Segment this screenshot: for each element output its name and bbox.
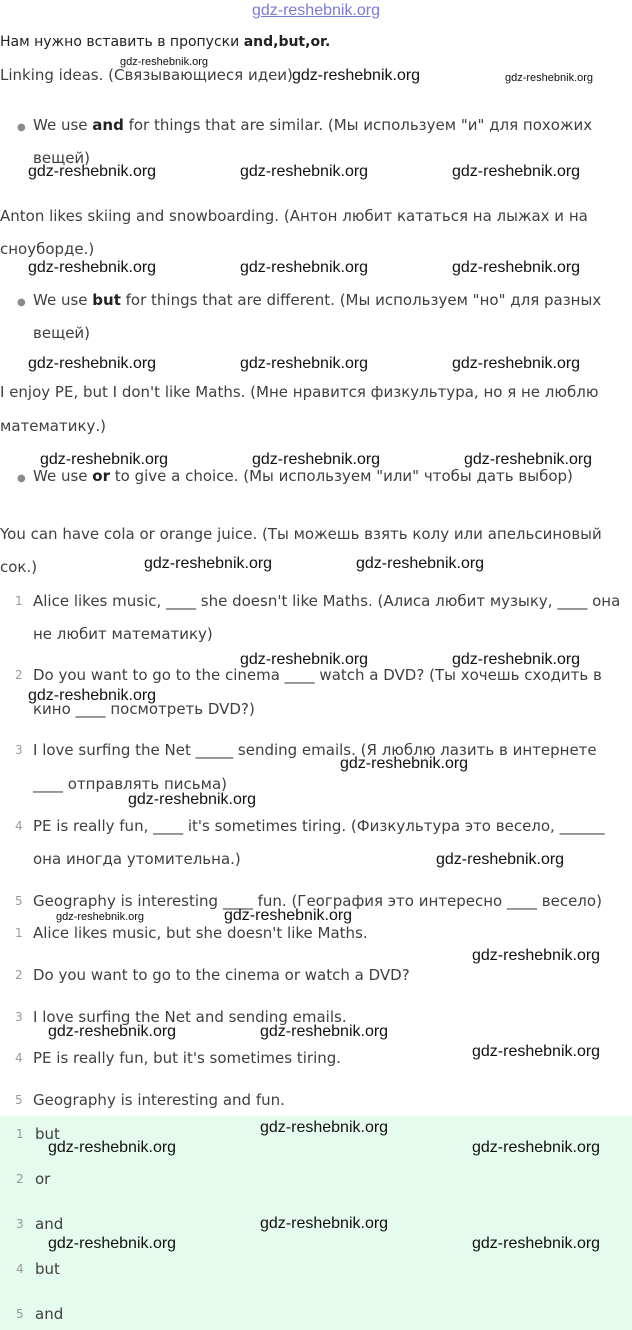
sentence-text: Alice likes music, but she doesn't like Maths. (33, 924, 368, 942)
watermark: gdz-reshebnik.org (144, 555, 273, 572)
exercise-line-2: не любит математику) (33, 625, 213, 643)
watermark: gdz-reshebnik.org (252, 451, 381, 468)
watermark: gdz-reshebnik.org (340, 755, 469, 772)
rule-keyword: and (92, 116, 124, 134)
watermark: gdz-reshebnik.org (48, 1139, 177, 1156)
exercise-line-2: она иногда утомительна.) (33, 850, 241, 868)
sentence-number: 4 (15, 1051, 23, 1065)
watermark: gdz-reshebnik.org (472, 1043, 601, 1060)
watermark: gdz-reshebnik.org (224, 907, 353, 924)
example-line: Anton likes skiing and snowboarding. (Антон любит кататься на лыжах и на (0, 207, 588, 225)
exercise-line-2: ____ отправлять письма) (33, 775, 228, 793)
watermark: gdz-reshebnik.org (28, 355, 157, 372)
answer-number: 5 (16, 1307, 24, 1321)
watermark: gdz-reshebnik.org (260, 1119, 389, 1136)
watermark: gdz-reshebnik.org (436, 851, 565, 868)
intro-prefix: Нам нужно вставить в пропуски (0, 34, 244, 50)
exercise-line: Do you want to go to the cinema ____ watch a DVD? (Ты хочешь сходить в (33, 666, 602, 684)
watermark: gdz-reshebnik.org (28, 163, 157, 180)
watermark: gdz-reshebnik.org (292, 67, 421, 84)
watermark: gdz-reshebnik.org (505, 72, 594, 84)
watermark: gdz-reshebnik.org (472, 1139, 601, 1156)
example-line-2: сноуборде.) (0, 240, 95, 258)
watermark: gdz-reshebnik.org (356, 555, 485, 572)
rule-line-2: вещей) (33, 149, 91, 167)
bullet-icon: ● (17, 297, 26, 308)
intro-text (0, 34, 330, 50)
watermark: gdz-reshebnik.org (452, 651, 581, 668)
watermark: gdz-reshebnik.org (48, 1023, 177, 1040)
watermark: gdz-reshebnik.org (452, 163, 581, 180)
watermark: gdz-reshebnik.org (452, 259, 581, 276)
answer-text: but (35, 1125, 60, 1143)
linking-title: Linking ideas. (Связывающиеся идеи) (0, 66, 293, 84)
watermark: gdz-reshebnik.org (240, 355, 369, 372)
exercise-line: Geography is interesting ____ fun. (География это интересно ____ весело) (33, 892, 602, 910)
sentence-text: Geography is interesting and fun. (33, 1091, 285, 1109)
rule-keyword: or (92, 467, 110, 485)
answer-text: and (35, 1215, 64, 1233)
watermark: gdz-reshebnik.org (56, 911, 145, 923)
watermark: gdz-reshebnik.org (120, 56, 209, 68)
sentence-number: 3 (15, 1010, 23, 1024)
example-line: You can have cola or orange juice. (Ты можешь взять колу или апельсиновый (0, 525, 602, 543)
bullet-icon: ● (17, 122, 26, 133)
watermark: gdz-reshebnik.org (240, 163, 369, 180)
exercise-line-2: кино ____ посмотреть DVD?) (33, 700, 255, 718)
sentence-number: 5 (15, 1093, 23, 1107)
watermark: gdz-reshebnik.org (464, 451, 593, 468)
sentence-text: I love surfing the Net and sending emails. (33, 1008, 347, 1026)
answer-text: and (35, 1305, 64, 1323)
exercise-number: 1 (15, 594, 23, 608)
rule-line: We use but for things that are different. (Мы используем "но" для разных (33, 291, 602, 309)
sentence-text: PE is really fun, but it's sometimes tiring. (33, 1049, 342, 1067)
watermark: gdz-reshebnik.org (240, 651, 369, 668)
sentence-text: Do you want to go to the cinema or watch a DVD? (33, 966, 410, 984)
example-line: I enjoy PE, but I don't like Maths. (Мне нравится физкультура, но я не люблю (0, 383, 599, 401)
watermark: gdz-reshebnik.org (472, 947, 601, 964)
exercise-number: 5 (15, 894, 23, 908)
exercise-line: PE is really fun, ____ it's sometimes tiring. (Физкультура это весело, ______ (33, 817, 605, 835)
exercise-number: 3 (15, 743, 23, 757)
sentence-number: 2 (15, 968, 23, 982)
rule-line: We use and for things that are similar. (Мы используем "и" для похожих (33, 116, 593, 134)
watermark: gdz-reshebnik.org (240, 259, 369, 276)
answer-number: 4 (16, 1262, 24, 1276)
answer-number: 2 (16, 1172, 24, 1186)
answer-number: 3 (16, 1217, 24, 1231)
answer-text: but (35, 1260, 60, 1278)
exercise-number: 2 (15, 668, 23, 682)
watermark: gdz-reshebnik.org (128, 791, 257, 808)
rule-keyword: but (92, 291, 121, 309)
site-header-link[interactable]: gdz-reshebnik.org (251, 2, 381, 19)
watermark: gdz-reshebnik.org (28, 259, 157, 276)
watermark: gdz-reshebnik.org (260, 1023, 389, 1040)
watermark: gdz-reshebnik.org (28, 687, 157, 704)
exercise-line: Alice likes music, ____ she doesn't like Maths. (Алиса любит музыку, ____ она (33, 592, 621, 610)
sentence-number: 1 (15, 926, 23, 940)
watermark: gdz-reshebnik.org (472, 1235, 601, 1252)
example-line-2: сок.) (0, 558, 38, 576)
watermark: gdz-reshebnik.org (260, 1215, 389, 1232)
exercise-number: 4 (15, 819, 23, 833)
rule-line: We use or to give a choice. (Мы используем "или" чтобы дать выбор) (33, 467, 573, 485)
watermark: gdz-reshebnik.org (40, 451, 169, 468)
answer-text: or (35, 1170, 51, 1188)
rule-line-2: вещей) (33, 324, 91, 342)
watermark: gdz-reshebnik.org (48, 1235, 177, 1252)
answer-number: 1 (16, 1127, 24, 1141)
exercise-line: I love surfing the Net _____ sending emails. (Я люблю лазить в интернете (33, 741, 597, 759)
intro-words: and,but,or. (243, 34, 331, 50)
watermark: gdz-reshebnik.org (452, 355, 581, 372)
example-line-2: математику.) (0, 417, 107, 435)
bullet-icon: ● (17, 473, 26, 484)
